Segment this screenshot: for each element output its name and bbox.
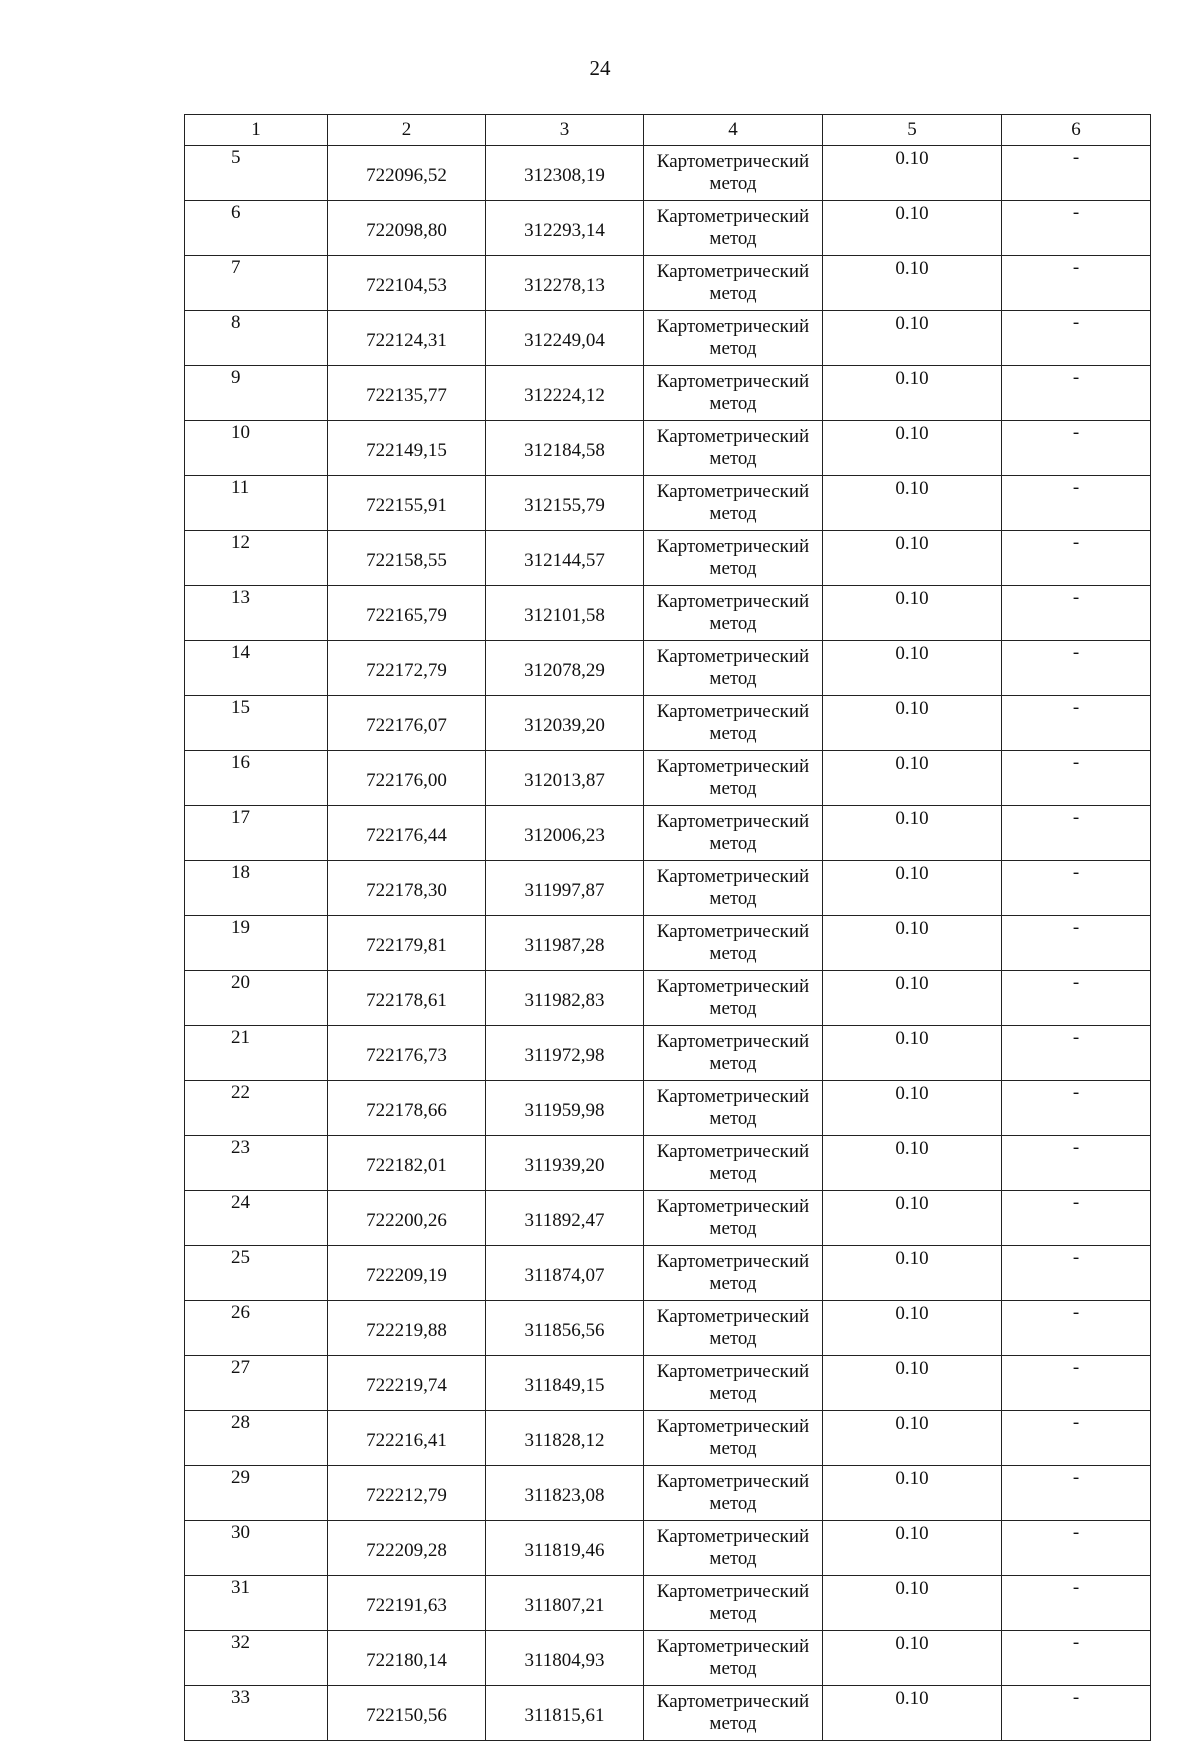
accuracy-cell: 0.10 [823, 586, 1002, 641]
y-coordinate-cell: 311874,07 [486, 1246, 644, 1301]
x-coordinate-cell: 722098,80 [328, 201, 486, 256]
point-number-cell: 15 [185, 696, 328, 751]
method-cell: Картометрический метод [644, 1411, 823, 1466]
table-row [185, 366, 1151, 421]
x-coordinate-cell: 722209,28 [328, 1521, 486, 1576]
y-coordinate-cell: 312308,19 [486, 146, 644, 201]
table-row [185, 1631, 1151, 1686]
method-cell: Картометрический метод [644, 861, 823, 916]
y-coordinate-cell: 311815,61 [486, 1686, 644, 1741]
accuracy-cell: 0.10 [823, 1301, 1002, 1356]
note-cell: - [1002, 1026, 1151, 1081]
point-number-cell: 5 [185, 146, 328, 201]
note-cell: - [1002, 641, 1151, 696]
y-coordinate-cell: 312039,20 [486, 696, 644, 751]
x-coordinate-cell: 722178,61 [328, 971, 486, 1026]
method-cell: Картометрический метод [644, 366, 823, 421]
method-cell: Картометрический метод [644, 1026, 823, 1081]
y-coordinate-cell: 312013,87 [486, 751, 644, 806]
note-cell: - [1002, 311, 1151, 366]
y-coordinate-cell: 311856,56 [486, 1301, 644, 1356]
method-cell: Картометрический метод [644, 1246, 823, 1301]
method-cell: Картометрический метод [644, 971, 823, 1026]
method-cell: Картометрический метод [644, 1356, 823, 1411]
table-row [185, 1411, 1151, 1466]
table-row [185, 806, 1151, 861]
accuracy-cell: 0.10 [823, 256, 1002, 311]
note-cell: - [1002, 1466, 1151, 1521]
accuracy-cell: 0.10 [823, 971, 1002, 1026]
x-coordinate-cell: 722191,63 [328, 1576, 486, 1631]
note-cell: - [1002, 531, 1151, 586]
note-cell: - [1002, 861, 1151, 916]
accuracy-cell: 0.10 [823, 311, 1002, 366]
method-cell: Картометрический метод [644, 146, 823, 201]
method-cell: Картометрический метод [644, 201, 823, 256]
method-cell: Картометрический метод [644, 806, 823, 861]
note-cell: - [1002, 201, 1151, 256]
accuracy-cell: 0.10 [823, 1356, 1002, 1411]
point-number-cell: 28 [185, 1411, 328, 1466]
table-row [185, 971, 1151, 1026]
header-row [185, 115, 1151, 146]
method-cell: Картометрический метод [644, 1466, 823, 1521]
point-number-cell: 23 [185, 1136, 328, 1191]
table-row [185, 201, 1151, 256]
y-coordinate-cell: 311807,21 [486, 1576, 644, 1631]
accuracy-cell: 0.10 [823, 1411, 1002, 1466]
method-cell: Картометрический метод [644, 751, 823, 806]
note-cell: - [1002, 696, 1151, 751]
table-row [185, 1686, 1151, 1741]
point-number-cell: 18 [185, 861, 328, 916]
table-row [185, 1136, 1151, 1191]
accuracy-cell: 0.10 [823, 1246, 1002, 1301]
note-cell: - [1002, 1136, 1151, 1191]
point-number-cell: 25 [185, 1246, 328, 1301]
x-coordinate-cell: 722150,56 [328, 1686, 486, 1741]
header-cell-3: 3 [486, 115, 644, 146]
y-coordinate-cell: 312184,58 [486, 421, 644, 476]
method-cell: Картометрический метод [644, 1081, 823, 1136]
table-row [185, 751, 1151, 806]
table-row [185, 641, 1151, 696]
y-coordinate-cell: 312249,04 [486, 311, 644, 366]
accuracy-cell: 0.10 [823, 641, 1002, 696]
y-coordinate-cell: 311959,98 [486, 1081, 644, 1136]
x-coordinate-cell: 722182,01 [328, 1136, 486, 1191]
point-number-cell: 27 [185, 1356, 328, 1411]
x-coordinate-cell: 722149,15 [328, 421, 486, 476]
accuracy-cell: 0.10 [823, 146, 1002, 201]
x-coordinate-cell: 722165,79 [328, 586, 486, 641]
method-cell: Картометрический метод [644, 1191, 823, 1246]
method-cell: Картометрический метод [644, 1521, 823, 1576]
note-cell: - [1002, 1686, 1151, 1741]
header-cell-6: 6 [1002, 115, 1151, 146]
method-cell: Картометрический метод [644, 476, 823, 531]
y-coordinate-cell: 311939,20 [486, 1136, 644, 1191]
accuracy-cell: 0.10 [823, 861, 1002, 916]
method-cell: Картометрический метод [644, 531, 823, 586]
accuracy-cell: 0.10 [823, 531, 1002, 586]
table-row [185, 146, 1151, 201]
accuracy-cell: 0.10 [823, 1136, 1002, 1191]
point-number-cell: 13 [185, 586, 328, 641]
y-coordinate-cell: 312278,13 [486, 256, 644, 311]
accuracy-cell: 0.10 [823, 806, 1002, 861]
point-number-cell: 8 [185, 311, 328, 366]
accuracy-cell: 0.10 [823, 916, 1002, 971]
accuracy-cell: 0.10 [823, 1191, 1002, 1246]
header-cell-2: 2 [328, 115, 486, 146]
note-cell: - [1002, 476, 1151, 531]
x-coordinate-cell: 722178,66 [328, 1081, 486, 1136]
accuracy-cell: 0.10 [823, 1081, 1002, 1136]
table-row [185, 586, 1151, 641]
x-coordinate-cell: 722135,77 [328, 366, 486, 421]
y-coordinate-cell: 312078,29 [486, 641, 644, 696]
accuracy-cell: 0.10 [823, 1026, 1002, 1081]
point-number-cell: 20 [185, 971, 328, 1026]
note-cell: - [1002, 1631, 1151, 1686]
table-row [185, 916, 1151, 971]
note-cell: - [1002, 586, 1151, 641]
method-cell: Картометрический метод [644, 1631, 823, 1686]
point-number-cell: 26 [185, 1301, 328, 1356]
note-cell: - [1002, 421, 1151, 476]
x-coordinate-cell: 722176,44 [328, 806, 486, 861]
table-row [185, 1466, 1151, 1521]
point-number-cell: 7 [185, 256, 328, 311]
accuracy-cell: 0.10 [823, 1521, 1002, 1576]
method-cell: Картометрический метод [644, 1301, 823, 1356]
point-number-cell: 10 [185, 421, 328, 476]
y-coordinate-cell: 312224,12 [486, 366, 644, 421]
x-coordinate-cell: 722212,79 [328, 1466, 486, 1521]
y-coordinate-cell: 311849,15 [486, 1356, 644, 1411]
point-number-cell: 29 [185, 1466, 328, 1521]
accuracy-cell: 0.10 [823, 421, 1002, 476]
point-number-cell: 21 [185, 1026, 328, 1081]
table-body [185, 146, 1151, 1741]
point-number-cell: 11 [185, 476, 328, 531]
x-coordinate-cell: 722200,26 [328, 1191, 486, 1246]
y-coordinate-cell: 311982,83 [486, 971, 644, 1026]
y-coordinate-cell: 311997,87 [486, 861, 644, 916]
accuracy-cell: 0.10 [823, 366, 1002, 421]
method-cell: Картометрический метод [644, 916, 823, 971]
method-cell: Картометрический метод [644, 1136, 823, 1191]
note-cell: - [1002, 806, 1151, 861]
y-coordinate-cell: 311972,98 [486, 1026, 644, 1081]
note-cell: - [1002, 1301, 1151, 1356]
table-row [185, 1026, 1151, 1081]
x-coordinate-cell: 722176,07 [328, 696, 486, 751]
x-coordinate-cell: 722178,30 [328, 861, 486, 916]
note-cell: - [1002, 1081, 1151, 1136]
method-cell: Картометрический метод [644, 586, 823, 641]
note-cell: - [1002, 971, 1151, 1026]
table-row [185, 1576, 1151, 1631]
x-coordinate-cell: 722158,55 [328, 531, 486, 586]
method-cell: Картометрический метод [644, 311, 823, 366]
method-cell: Картометрический метод [644, 696, 823, 751]
note-cell: - [1002, 1191, 1151, 1246]
table-row [185, 256, 1151, 311]
y-coordinate-cell: 311892,47 [486, 1191, 644, 1246]
x-coordinate-cell: 722104,53 [328, 256, 486, 311]
x-coordinate-cell: 722219,88 [328, 1301, 486, 1356]
x-coordinate-cell: 722176,73 [328, 1026, 486, 1081]
accuracy-cell: 0.10 [823, 1466, 1002, 1521]
y-coordinate-cell: 312006,23 [486, 806, 644, 861]
table-row [185, 1081, 1151, 1136]
point-number-cell: 17 [185, 806, 328, 861]
method-cell: Картометрический метод [644, 1686, 823, 1741]
table-row [185, 1301, 1151, 1356]
accuracy-cell: 0.10 [823, 751, 1002, 806]
table-row [185, 311, 1151, 366]
y-coordinate-cell: 311987,28 [486, 916, 644, 971]
x-coordinate-cell: 722172,79 [328, 641, 486, 696]
table-row [185, 696, 1151, 751]
table-header [185, 115, 1151, 146]
method-cell: Картометрический метод [644, 256, 823, 311]
method-cell: Картометрический метод [644, 1576, 823, 1631]
note-cell: - [1002, 1411, 1151, 1466]
y-coordinate-cell: 311804,93 [486, 1631, 644, 1686]
x-coordinate-cell: 722179,81 [328, 916, 486, 971]
accuracy-cell: 0.10 [823, 696, 1002, 751]
x-coordinate-cell: 722216,41 [328, 1411, 486, 1466]
point-number-cell: 9 [185, 366, 328, 421]
page-number: 24 [589, 56, 611, 80]
header-cell-4: 4 [644, 115, 823, 146]
table-row [185, 1521, 1151, 1576]
coordinates-table [184, 114, 1151, 1741]
point-number-cell: 31 [185, 1576, 328, 1631]
accuracy-cell: 0.10 [823, 1631, 1002, 1686]
note-cell: - [1002, 146, 1151, 201]
method-cell: Картометрический метод [644, 641, 823, 696]
note-cell: - [1002, 1356, 1151, 1411]
point-number-cell: 14 [185, 641, 328, 696]
note-cell: - [1002, 1246, 1151, 1301]
accuracy-cell: 0.10 [823, 1686, 1002, 1741]
point-number-cell: 33 [185, 1686, 328, 1741]
point-number-cell: 6 [185, 201, 328, 256]
note-cell: - [1002, 1521, 1151, 1576]
table-row [185, 1246, 1151, 1301]
point-number-cell: 19 [185, 916, 328, 971]
accuracy-cell: 0.10 [823, 201, 1002, 256]
note-cell: - [1002, 1576, 1151, 1631]
point-number-cell: 12 [185, 531, 328, 586]
table-row [185, 861, 1151, 916]
note-cell: - [1002, 256, 1151, 311]
accuracy-cell: 0.10 [823, 1576, 1002, 1631]
note-cell: - [1002, 751, 1151, 806]
table-row [185, 531, 1151, 586]
note-cell: - [1002, 916, 1151, 971]
x-coordinate-cell: 722155,91 [328, 476, 486, 531]
y-coordinate-cell: 312293,14 [486, 201, 644, 256]
point-number-cell: 16 [185, 751, 328, 806]
y-coordinate-cell: 311819,46 [486, 1521, 644, 1576]
method-cell: Картометрический метод [644, 421, 823, 476]
point-number-cell: 32 [185, 1631, 328, 1686]
y-coordinate-cell: 312155,79 [486, 476, 644, 531]
x-coordinate-cell: 722219,74 [328, 1356, 486, 1411]
header-cell-5: 5 [823, 115, 1002, 146]
y-coordinate-cell: 311823,08 [486, 1466, 644, 1521]
table-row [185, 421, 1151, 476]
accuracy-cell: 0.10 [823, 476, 1002, 531]
table-row [185, 1356, 1151, 1411]
x-coordinate-cell: 722124,31 [328, 311, 486, 366]
x-coordinate-cell: 722096,52 [328, 146, 486, 201]
y-coordinate-cell: 312101,58 [486, 586, 644, 641]
note-cell: - [1002, 366, 1151, 421]
header-cell-1: 1 [185, 115, 328, 146]
point-number-cell: 24 [185, 1191, 328, 1246]
table-row [185, 476, 1151, 531]
table-row [185, 1191, 1151, 1246]
y-coordinate-cell: 311828,12 [486, 1411, 644, 1466]
y-coordinate-cell: 312144,57 [486, 531, 644, 586]
x-coordinate-cell: 722176,00 [328, 751, 486, 806]
point-number-cell: 22 [185, 1081, 328, 1136]
point-number-cell: 30 [185, 1521, 328, 1576]
x-coordinate-cell: 722180,14 [328, 1631, 486, 1686]
x-coordinate-cell: 722209,19 [328, 1246, 486, 1301]
